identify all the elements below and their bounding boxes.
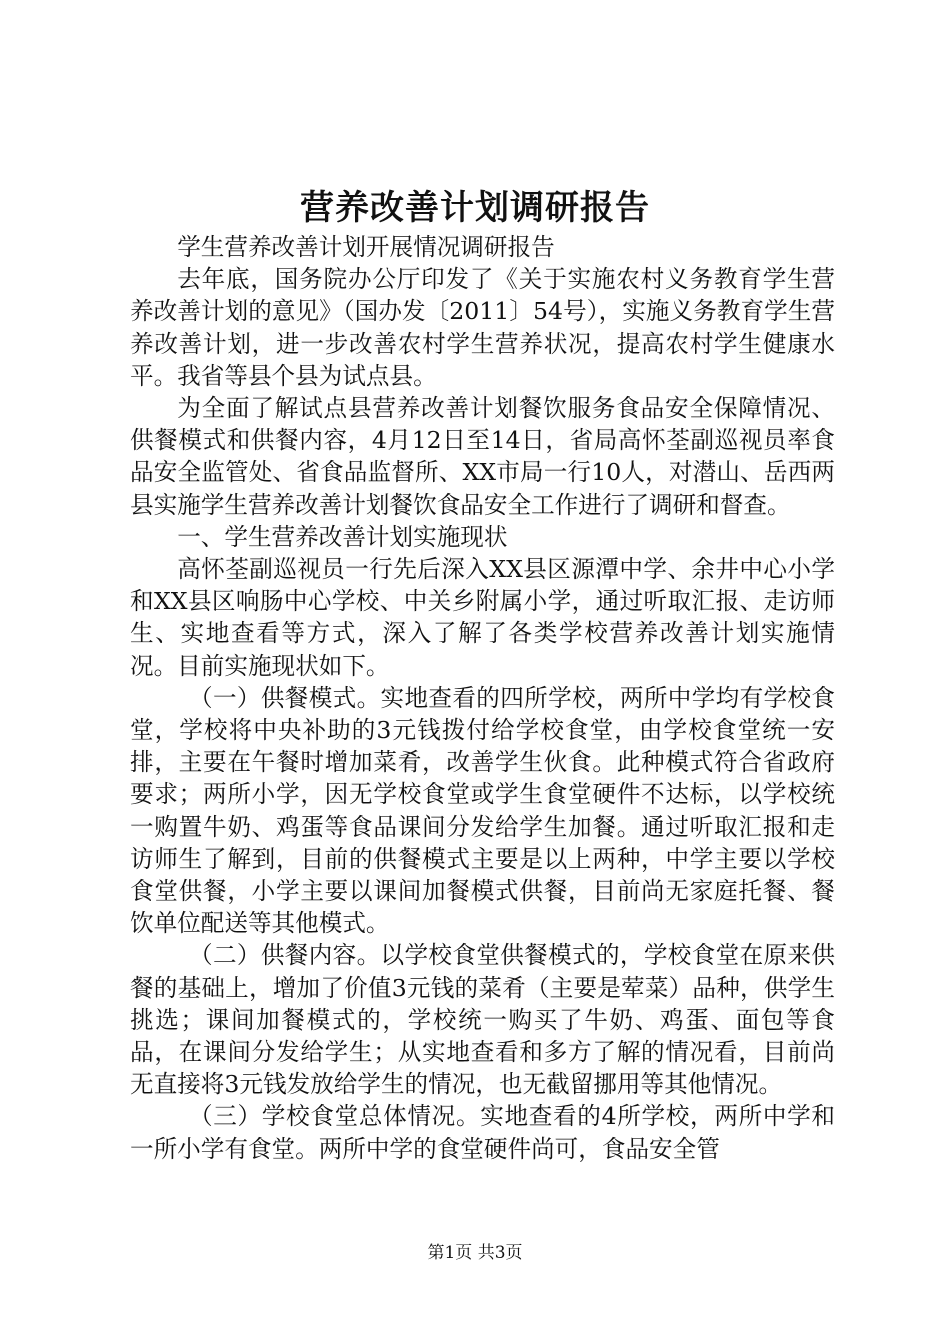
paragraph-canteen-overview: （三）学校食堂总体情况。实地查看的4所学校，两所中学和一所小学有食堂。两所中学的食堂硬件尚可，食品安全管: [130, 1102, 835, 1163]
paragraph-purpose: 为全面了解试点县营养改善计划餐饮服务食品安全保障情况、供餐模式和供餐内容，4月12日至14日，省局高怀荃副巡视员率食品安全监管处、省食品监督所、XX市局一行10人，对潜山、岳西两县实施学生营养改善计划餐饮食品安全工作进行了调研和督查。: [130, 394, 835, 519]
paragraph-background: 去年底，国务院办公厅印发了《关于实施农村义务教育学生营养改善计划的意见》（国办发〔2011〕54号），实施义务教育学生营养改善计划，进一步改善农村学生营养状况，提高农村学生健康水平。我省等县个县为试点县。: [130, 265, 835, 390]
paragraph-investigation: 高怀荃副巡视员一行先后深入XX县区源潭中学、余井中心小学和XX县区响肠中心学校、中关乡附属小学，通过听取汇报、走访师生、实地查看等方式，深入了解了各类学校营养改善计划实施情况。目前实施现状如下。: [130, 555, 835, 680]
paragraph-subtitle: 学生营养改善计划开展情况调研报告: [177, 233, 555, 261]
paragraph-meal-content: （二）供餐内容。以学校食堂供餐模式的，学校食堂在原来供餐的基础上，增加了价值3元钱的菜肴（主要是荤菜）品种，供学生挑选；课间加餐模式的，学校统一购买了牛奶、鸡蛋、面包等食品，在课间分发给学生；从实地查看和多方了解的情况看，目前尚无直接将3元钱发放给学生的情况，也无截留挪用等其他情况。: [130, 941, 835, 1099]
section-heading-1: 一、学生营养改善计划实施现状: [177, 522, 508, 551]
paragraph-meal-mode: （一）供餐模式。实地查看的四所学校，两所中学均有学校食堂，学校将中央补助的3元钱拨付给学校食堂，由学校食堂统一安排，主要在午餐时增加菜肴，改善学生伙食。此种模式符合省政府要求；两所小学，因无学校食堂或学生食堂硬件不达标，以学校统一购置牛奶、鸡蛋等食品课间分发给学生加餐。通过听取汇报和走访师生了解到，目前的供餐模式主要是以上两种，中学主要以学校食堂供餐，小学主要以课间加餐模式供餐，目前尚无家庭托餐、餐饮单位配送等其他模式。: [130, 683, 835, 938]
document-body: [130, 231, 835, 1165]
document-title: 营养改善计划调研报告: [300, 188, 650, 228]
page-footer: 第1页 共3页: [427, 1243, 523, 1263]
